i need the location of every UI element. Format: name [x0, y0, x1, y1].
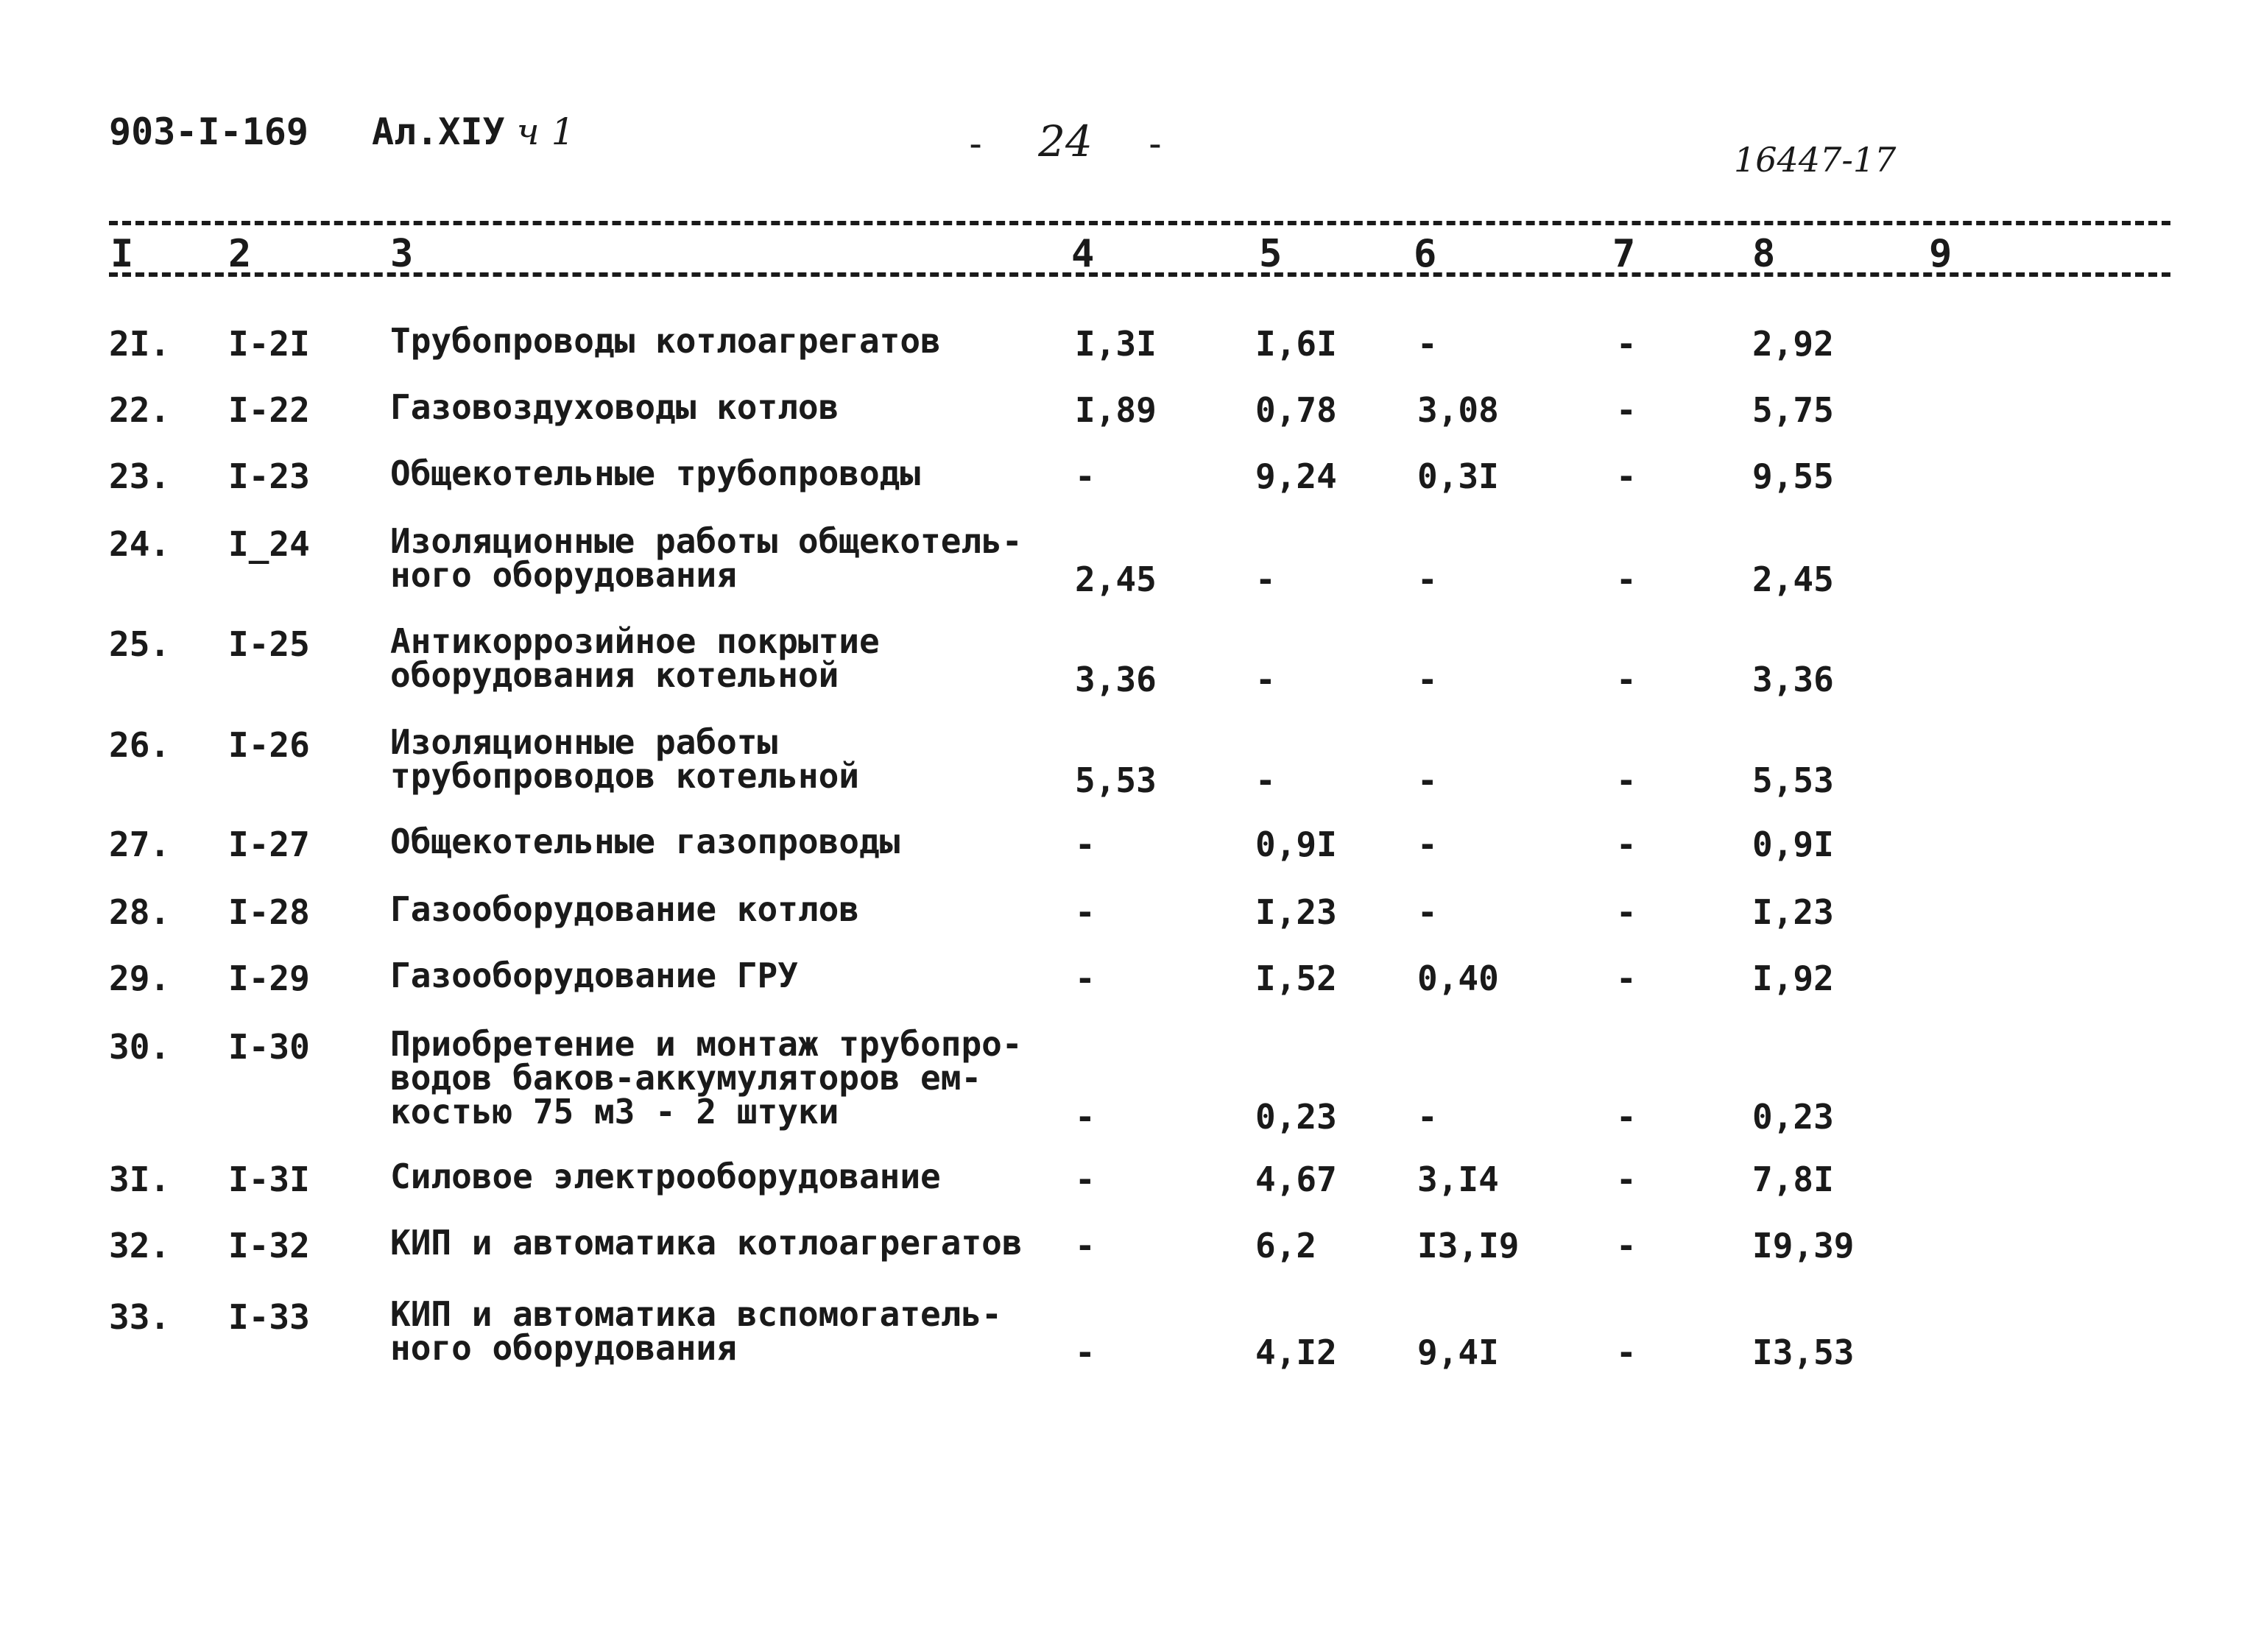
row-code: I-3I: [228, 1159, 310, 1199]
row-value-col7: -: [1616, 456, 1637, 496]
row-code: I-26: [228, 725, 310, 765]
row-value-col7: -: [1616, 892, 1637, 932]
row-description: Газооборудование котлов: [390, 889, 859, 929]
row-value-col5: 0,9I: [1255, 825, 1337, 864]
row-code: I-32: [228, 1226, 310, 1266]
row-value-col5: -: [1255, 760, 1276, 800]
row-description: Газооборудование ГРУ: [390, 956, 798, 995]
row-description: Общекотельные газопроводы: [390, 822, 900, 861]
row-value-col7: -: [1616, 324, 1637, 364]
row-value-col4: I,89: [1075, 390, 1157, 430]
row-value-col6: -: [1417, 760, 1438, 800]
row-value-col5: I,23: [1255, 892, 1337, 932]
column-number-6: 6: [1414, 232, 1437, 276]
row-value-col5: I,6I: [1255, 324, 1337, 364]
row-value-col4: -: [1075, 892, 1096, 932]
row-value-col5: 0,78: [1255, 390, 1337, 430]
row-number: 26.: [109, 725, 171, 765]
row-value-col8: 0,9I: [1752, 825, 1834, 864]
row-code: I-30: [228, 1027, 310, 1067]
row-value-col7: -: [1616, 760, 1637, 800]
row-number: 22.: [109, 390, 171, 430]
row-value-col7: -: [1616, 1226, 1637, 1266]
row-value-col5: I,52: [1255, 959, 1337, 998]
row-value-col6: -: [1417, 892, 1438, 932]
row-value-col6: -: [1417, 660, 1438, 699]
row-value-col6: 0,3I: [1417, 456, 1499, 496]
row-value-col7: -: [1616, 390, 1637, 430]
row-number: 3I.: [109, 1159, 171, 1199]
row-value-col4: -: [1075, 456, 1096, 496]
row-code: I-22: [228, 390, 310, 430]
row-number: 2I.: [109, 324, 171, 364]
row-value-col4: 2,45: [1075, 560, 1157, 599]
row-number: 32.: [109, 1226, 171, 1266]
album-part: ч 1: [516, 110, 575, 153]
row-number: 25.: [109, 624, 171, 664]
column-number-1: I: [110, 232, 134, 276]
row-value-col7: -: [1616, 660, 1637, 699]
row-code: I-33: [228, 1297, 310, 1337]
row-value-col7: -: [1616, 1159, 1637, 1199]
row-value-col6: -: [1417, 560, 1438, 599]
row-value-col4: 3,36: [1075, 660, 1157, 699]
row-number: 27.: [109, 825, 171, 864]
row-value-col4: -: [1075, 1159, 1096, 1199]
header-rule-top: [109, 221, 2170, 225]
row-value-col5: 0,23: [1255, 1097, 1337, 1137]
row-code: I-28: [228, 892, 310, 932]
row-value-col8: 9,55: [1752, 456, 1834, 496]
row-value-col7: -: [1616, 1097, 1637, 1137]
row-value-col7: -: [1616, 560, 1637, 599]
row-number: 28.: [109, 892, 171, 932]
row-code: I_24: [228, 524, 310, 564]
row-value-col6: 0,40: [1417, 959, 1499, 998]
row-description: Изоляционные работы трубопроводов котельной: [390, 722, 859, 796]
row-value-col4: -: [1075, 1226, 1096, 1266]
row-value-col8: I,92: [1752, 959, 1834, 998]
row-value-col5: 4,67: [1255, 1159, 1337, 1199]
row-description: КИП и автоматика котлоагрегатов: [390, 1223, 1023, 1263]
row-code: I-25: [228, 624, 310, 664]
row-value-col4: -: [1075, 959, 1096, 998]
row-value-col6: -: [1417, 324, 1438, 364]
row-value-col6: 3,I4: [1417, 1159, 1499, 1199]
row-value-col7: -: [1616, 825, 1637, 864]
row-number: 23.: [109, 456, 171, 496]
page-dash-left: -: [964, 122, 987, 165]
row-value-col7: -: [1616, 959, 1637, 998]
row-description: Приобретение и монтаж трубопро- водов баков-аккумуляторов ем- костью 75 м3 - 2 штуки: [390, 1024, 1023, 1132]
page-number-value: 24: [1038, 116, 1093, 166]
album-label: [372, 110, 574, 153]
row-code: I-29: [228, 959, 310, 998]
column-number-5: 5: [1259, 232, 1283, 276]
row-code: I-23: [228, 456, 310, 496]
row-description: Изоляционные работы общекотель- ного оборудования: [390, 521, 1023, 595]
sheet-reference: 16447-17: [1734, 140, 1897, 180]
row-value-col6: 3,08: [1417, 390, 1499, 430]
column-number-4: 4: [1071, 232, 1095, 276]
document-code: 903-I-169: [109, 110, 308, 153]
row-description: Газовоздуховоды котлов: [390, 387, 839, 427]
row-code: I-2I: [228, 324, 310, 364]
column-number-9: 9: [1929, 232, 1953, 276]
row-value-col6: -: [1417, 1097, 1438, 1137]
row-description: Антикоррозийное покрытие оборудования котельной: [390, 621, 880, 695]
row-value-col5: -: [1255, 560, 1276, 599]
row-value-col4: -: [1075, 1332, 1096, 1372]
page-number: [964, 116, 1166, 166]
row-value-col5: 4,I2: [1255, 1332, 1337, 1372]
row-value-col8: I9,39: [1752, 1226, 1855, 1266]
row-number: 30.: [109, 1027, 171, 1067]
row-value-col8: 2,45: [1752, 560, 1834, 599]
row-value-col8: 5,53: [1752, 760, 1834, 800]
row-value-col8: 0,23: [1752, 1097, 1834, 1137]
column-number-2: 2: [228, 232, 252, 276]
row-description: Трубопроводы котлоагрегатов: [390, 321, 941, 361]
row-value-col8: 5,75: [1752, 390, 1834, 430]
row-value-col5: 6,2: [1255, 1226, 1317, 1266]
row-number: 33.: [109, 1297, 171, 1337]
row-description: Общекотельные трубопроводы: [390, 453, 921, 493]
header-rule-bottom: [109, 272, 2170, 277]
row-value-col6: 9,4I: [1417, 1332, 1499, 1372]
row-description: КИП и автоматика вспомогатель- ного оборудования: [390, 1294, 1002, 1368]
row-value-col6: I3,I9: [1417, 1226, 1520, 1266]
row-value-col4: -: [1075, 1097, 1096, 1137]
row-value-col8: 3,36: [1752, 660, 1834, 699]
row-value-col6: -: [1417, 825, 1438, 864]
row-number: 29.: [109, 959, 171, 998]
album-number: Ал.XIУ: [372, 110, 505, 153]
row-description: Силовое электрооборудование: [390, 1157, 941, 1196]
row-value-col4: -: [1075, 825, 1096, 864]
row-value-col8: I,23: [1752, 892, 1834, 932]
column-number-7: 7: [1612, 232, 1636, 276]
column-number-8: 8: [1752, 232, 1776, 276]
row-value-col8: I3,53: [1752, 1332, 1855, 1372]
row-value-col8: 2,92: [1752, 324, 1834, 364]
row-value-col7: -: [1616, 1332, 1637, 1372]
row-code: I-27: [228, 825, 310, 864]
row-value-col4: I,3I: [1075, 324, 1157, 364]
row-value-col4: 5,53: [1075, 760, 1157, 800]
column-number-3: 3: [390, 232, 414, 276]
page-dash-right: -: [1143, 122, 1167, 165]
row-value-col5: -: [1255, 660, 1276, 699]
row-number: 24.: [109, 524, 171, 564]
row-value-col8: 7,8I: [1752, 1159, 1834, 1199]
row-value-col5: 9,24: [1255, 456, 1337, 496]
